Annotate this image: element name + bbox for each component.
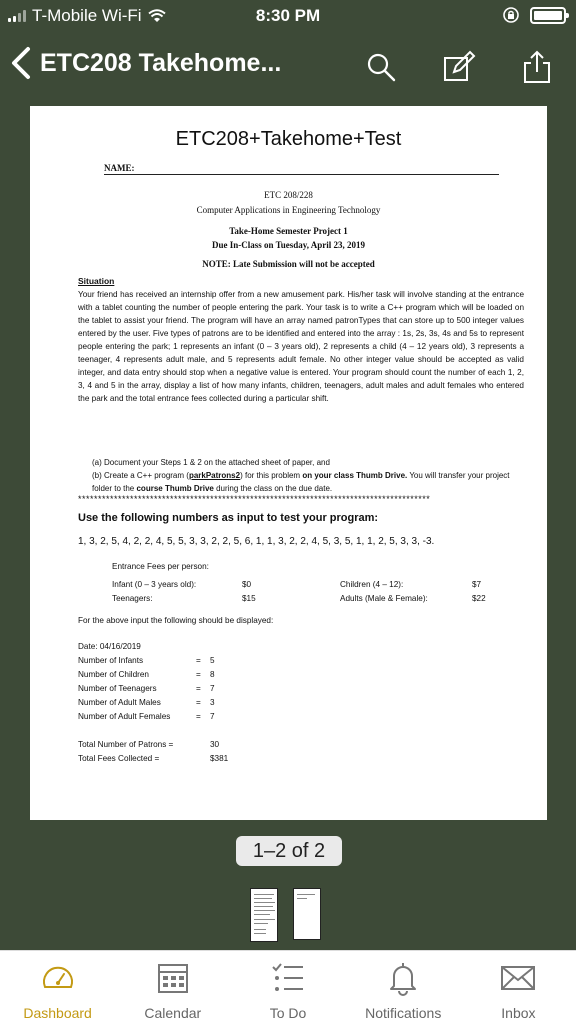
late-note: NOTE: Late Submission will not be accepted	[202, 259, 375, 269]
project-title: Take-Home Semester Project 1	[229, 226, 348, 236]
document-page	[30, 106, 547, 820]
fees-heading: Entrance Fees per person:	[112, 562, 209, 571]
tab-label: Inbox	[501, 1005, 536, 1021]
document-viewer[interactable]	[0, 98, 576, 880]
back-button[interactable]	[10, 46, 281, 80]
rotation-lock-icon	[502, 6, 520, 24]
input-numbers: 1, 3, 2, 5, 4, 2, 2, 4, 5, 5, 3, 3, 2, 2, 5, 6, 1, 1, 3, 2, 2, 4, 5, 3, 5, 1, 1, 2, 5, 3, 3, -3.	[78, 536, 435, 547]
count-label: Number of Adult Males	[78, 698, 161, 707]
tab-dashboard[interactable]	[0, 951, 115, 1024]
count-label: Number of Infants	[78, 656, 144, 665]
step-a: (a) Document your Steps 1 & 2 on the attached sheet of paper, and	[92, 458, 330, 467]
fee-value: $7	[472, 580, 482, 589]
calendar-icon	[154, 959, 192, 997]
count-eq: =	[196, 712, 201, 721]
tab-label: Dashboard	[23, 1005, 92, 1021]
step-b: (b) Create a C++ program (parkPatrons2) for this problem on your class Thumb Drive. You will transfer your project folder to the course Thumb Drive during the class on the due date.	[92, 471, 510, 493]
tab-todo[interactable]	[230, 951, 345, 1024]
dashboard-icon	[39, 959, 77, 997]
name-field: NAME:	[104, 163, 499, 175]
fee-value: $22	[472, 594, 486, 603]
page-title: ETC208 Takehome...	[40, 48, 282, 77]
fee-value: $0	[242, 580, 252, 589]
fee-value: $15	[242, 594, 256, 603]
count-eq: =	[196, 656, 201, 665]
status-bar	[0, 0, 576, 34]
app-header	[0, 34, 576, 98]
bell-icon	[384, 959, 422, 997]
course-name: Computer Applications in Engineering Technology	[196, 205, 381, 215]
total-label: Total Fees Collected =	[78, 754, 160, 763]
count-eq: =	[196, 670, 201, 679]
tab-notifications[interactable]	[346, 951, 461, 1024]
count-label: Number of Teenagers	[78, 684, 157, 693]
count-value: 7	[210, 684, 215, 693]
carrier-label: T-Mobile Wi-Fi	[32, 6, 142, 25]
tab-label: Calendar	[144, 1005, 202, 1021]
separator: ****************************************************************************************	[78, 494, 431, 504]
count-label: Number of Adult Females	[78, 712, 171, 721]
page-thumbnail[interactable]	[250, 888, 278, 942]
tab-calendar[interactable]	[115, 951, 230, 1024]
fee-label: Teenagers:	[112, 594, 153, 603]
search-icon[interactable]	[364, 50, 398, 84]
count-label: Number of Children	[78, 670, 149, 679]
share-icon[interactable]	[520, 50, 554, 84]
page-counter: 1–2 of 2	[236, 836, 342, 866]
fee-label: Infant (0 – 3 years old):	[112, 580, 197, 589]
count-value: 7	[210, 712, 215, 721]
fee-label: Adults (Male & Female):	[340, 594, 428, 603]
situation-text: Your friend has received an internship offer from a new amusement park. His/her task will involve standing at the entrance with a tablet counting the number of people entering the park. Your task is to write a C++ program which will be loaded on the tablet to assist your friend. The program will have an array named patronTypes that can store up to 500 integer values entered by the user. Five types of patrons are to be identified and entered into the array : 1s, 2s, 3s, 4s and 5s to represent people entering the park; 1 represents an infant (0 – 3 years old), 2 represents a child (4 – 12 years old), 3 represents a teenager, 4 represents adult male, and 5 represents adult female. No other integer value should be accepted as valid integer, and data entry should stop when a negative value is entered. Your program should count the number of each 1, 2, 3, 4 and 5 in the array, display a list of how many infants, children, teenagers, adult males and adult females who entered the park and the total entrance fees collected during a particular shift.	[78, 290, 524, 403]
count-value: 8	[210, 670, 215, 679]
total-label: Total Number of Patrons =	[78, 740, 174, 749]
tab-label: Notifications	[365, 1005, 442, 1021]
total-value: $381	[210, 754, 229, 763]
fee-label: Children (4 – 12):	[340, 580, 404, 589]
mail-icon	[499, 959, 537, 997]
input-heading: Use the following numbers as input to test your program:	[78, 512, 379, 524]
tab-label: To Do	[269, 1005, 307, 1021]
count-value: 3	[210, 698, 215, 707]
tab-bar	[0, 950, 576, 1024]
page-thumbnail[interactable]	[293, 888, 321, 940]
situation-heading: Situation	[78, 276, 115, 286]
thumbnail-strip	[0, 880, 576, 950]
tab-inbox[interactable]	[461, 951, 576, 1024]
display-heading: For the above input the following should be displayed:	[78, 616, 274, 625]
battery-icon	[530, 7, 566, 24]
count-value: 5	[210, 656, 215, 665]
annotate-icon[interactable]	[442, 50, 476, 84]
clock: 8:30 PM	[255, 6, 321, 25]
todo-icon	[269, 959, 307, 997]
count-eq: =	[196, 684, 201, 693]
chevron-left-icon	[10, 46, 32, 80]
count-eq: =	[196, 698, 201, 707]
document-filename: ETC208+Takehome+Test	[175, 128, 402, 150]
total-value: 30	[210, 740, 220, 749]
due-date: Due In-Class on Tuesday, April 23, 2019	[211, 240, 366, 250]
course-code: ETC 208/228	[264, 190, 313, 200]
report-date: Date: 04/16/2019	[78, 642, 141, 651]
